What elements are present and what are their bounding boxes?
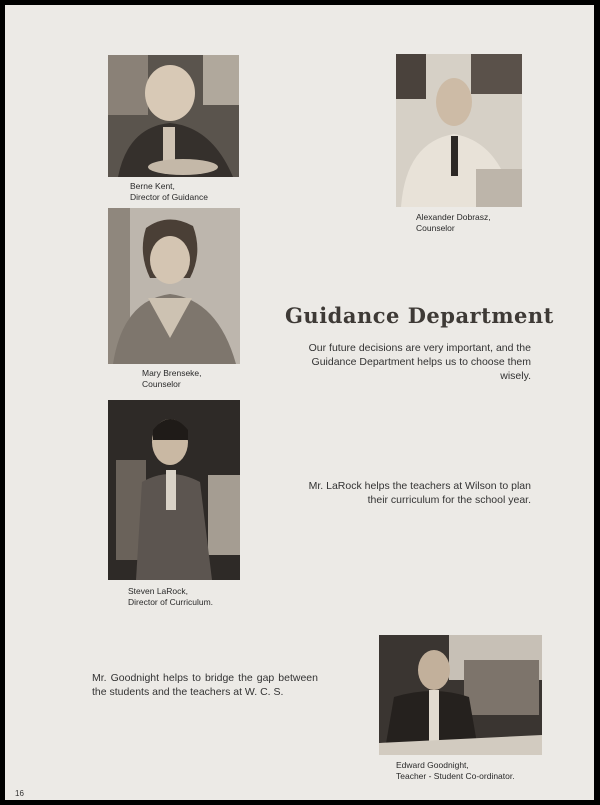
staff-name: Berne Kent, <box>130 181 175 191</box>
yearbook-page <box>5 5 594 800</box>
photo-mary-brenseke <box>108 208 240 364</box>
staff-name: Steven LaRock, <box>128 586 189 596</box>
page-number: 16 <box>15 789 24 798</box>
staff-name: Edward Goodnight, <box>396 760 469 770</box>
staff-title: Teacher - Student Co-ordinator. <box>396 771 515 781</box>
staff-title: Director of Curriculum. <box>128 597 214 607</box>
caption-steven-larock <box>128 586 213 608</box>
photo-berne-kent <box>108 55 239 177</box>
caption-mary-brenseke <box>142 368 202 390</box>
caption-alexander-dobrasz <box>416 212 491 234</box>
photo-steven-larock <box>108 400 240 580</box>
staff-name: Alexander Dobrasz, <box>416 212 491 222</box>
goodnight-paragraph: Mr. Goodnight helps to bridge the gap between the students and the teachers at W. C. S. <box>92 672 318 698</box>
staff-title: Director of Guidance <box>130 192 208 202</box>
caption-edward-goodnight <box>396 760 515 782</box>
intro-paragraph: Our future decisions are very important, and the Guidance Department helps us to choose them wisely. <box>308 342 531 382</box>
photo-edward-goodnight <box>379 635 542 755</box>
staff-name: Mary Brenseke, <box>142 368 202 378</box>
photo-alexander-dobrasz <box>396 54 522 207</box>
staff-title: Counselor <box>142 379 181 389</box>
caption-berne-kent <box>130 181 208 203</box>
staff-title: Counselor <box>416 223 455 233</box>
larock-paragraph: Mr. LaRock helps the teachers at Wilson to plan their curriculum for the school year. <box>308 480 531 506</box>
page-title: Guidance Department <box>285 303 554 328</box>
